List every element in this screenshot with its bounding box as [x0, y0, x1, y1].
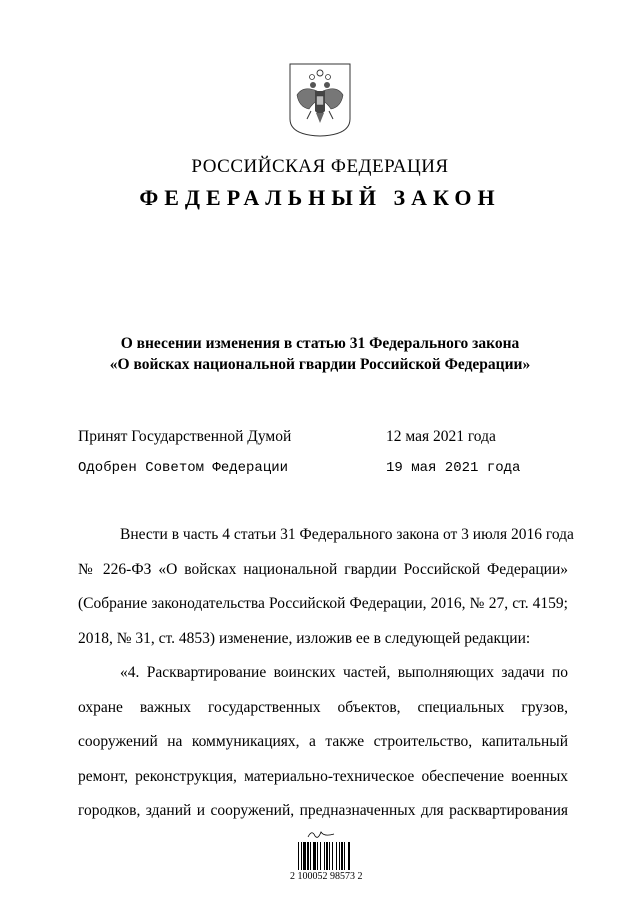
- duma-label: Принят Государственной Думой: [78, 428, 292, 445]
- text-line: Внести в часть 4 статьи 31 Федерального закона от 3 июля 2016 года: [120, 526, 574, 543]
- body-paragraph: [78, 518, 574, 656]
- duma-adoption-row: [78, 428, 568, 448]
- barcode-number: 2 100052 98573 2: [290, 871, 363, 882]
- text-line: сооружений на коммуникациях, а также строительство, капитальный: [78, 733, 568, 750]
- signature-mark-icon: [306, 828, 336, 842]
- text-line: ремонт, реконструкция, материально-техническое обеспечение военных: [78, 767, 568, 785]
- law-type-heading: ФЕДЕРАЛЬНЫЙ ЗАКОН: [139, 185, 501, 210]
- text-line: (Собрание законодательства Российской Федерации, 2016, № 27, ст. 4159;: [78, 595, 568, 612]
- text-line: охране важных государственных объектов, специальных грузов,: [78, 698, 568, 716]
- law-title-line: «О войсках национальной гвардии Российской Федерации»: [109, 356, 531, 373]
- coat-of-arms-icon: [289, 63, 351, 137]
- country-name: РОССИЙСКАЯ ФЕДЕРАЦИЯ: [191, 156, 449, 177]
- barcode: [290, 828, 378, 882]
- duma-date: 12 мая 2021 года: [386, 428, 496, 445]
- council-approval-row: [78, 460, 568, 480]
- barcode-icon: [298, 842, 376, 870]
- law-title: [0, 333, 640, 375]
- text-line: городков, зданий и сооружений, предназначенных для расквартирования: [78, 802, 568, 819]
- text-line: № 226-ФЗ «О войсках национальной гвардии Российской Федерации»: [78, 560, 568, 578]
- council-label: Одобрен Советом Федерации: [78, 460, 289, 476]
- law-title-line: О внесении изменения в статью 31 Федерального закона: [120, 335, 520, 352]
- body-paragraph: [78, 656, 568, 829]
- text-line: 2018, № 31, ст. 4853) изменение, изложив ее в следующей редакции:: [78, 629, 531, 647]
- council-date: 19 мая 2021 года: [386, 460, 521, 476]
- text-line: «4. Расквартирование воинских частей, выполняющих задачи по: [120, 664, 568, 681]
